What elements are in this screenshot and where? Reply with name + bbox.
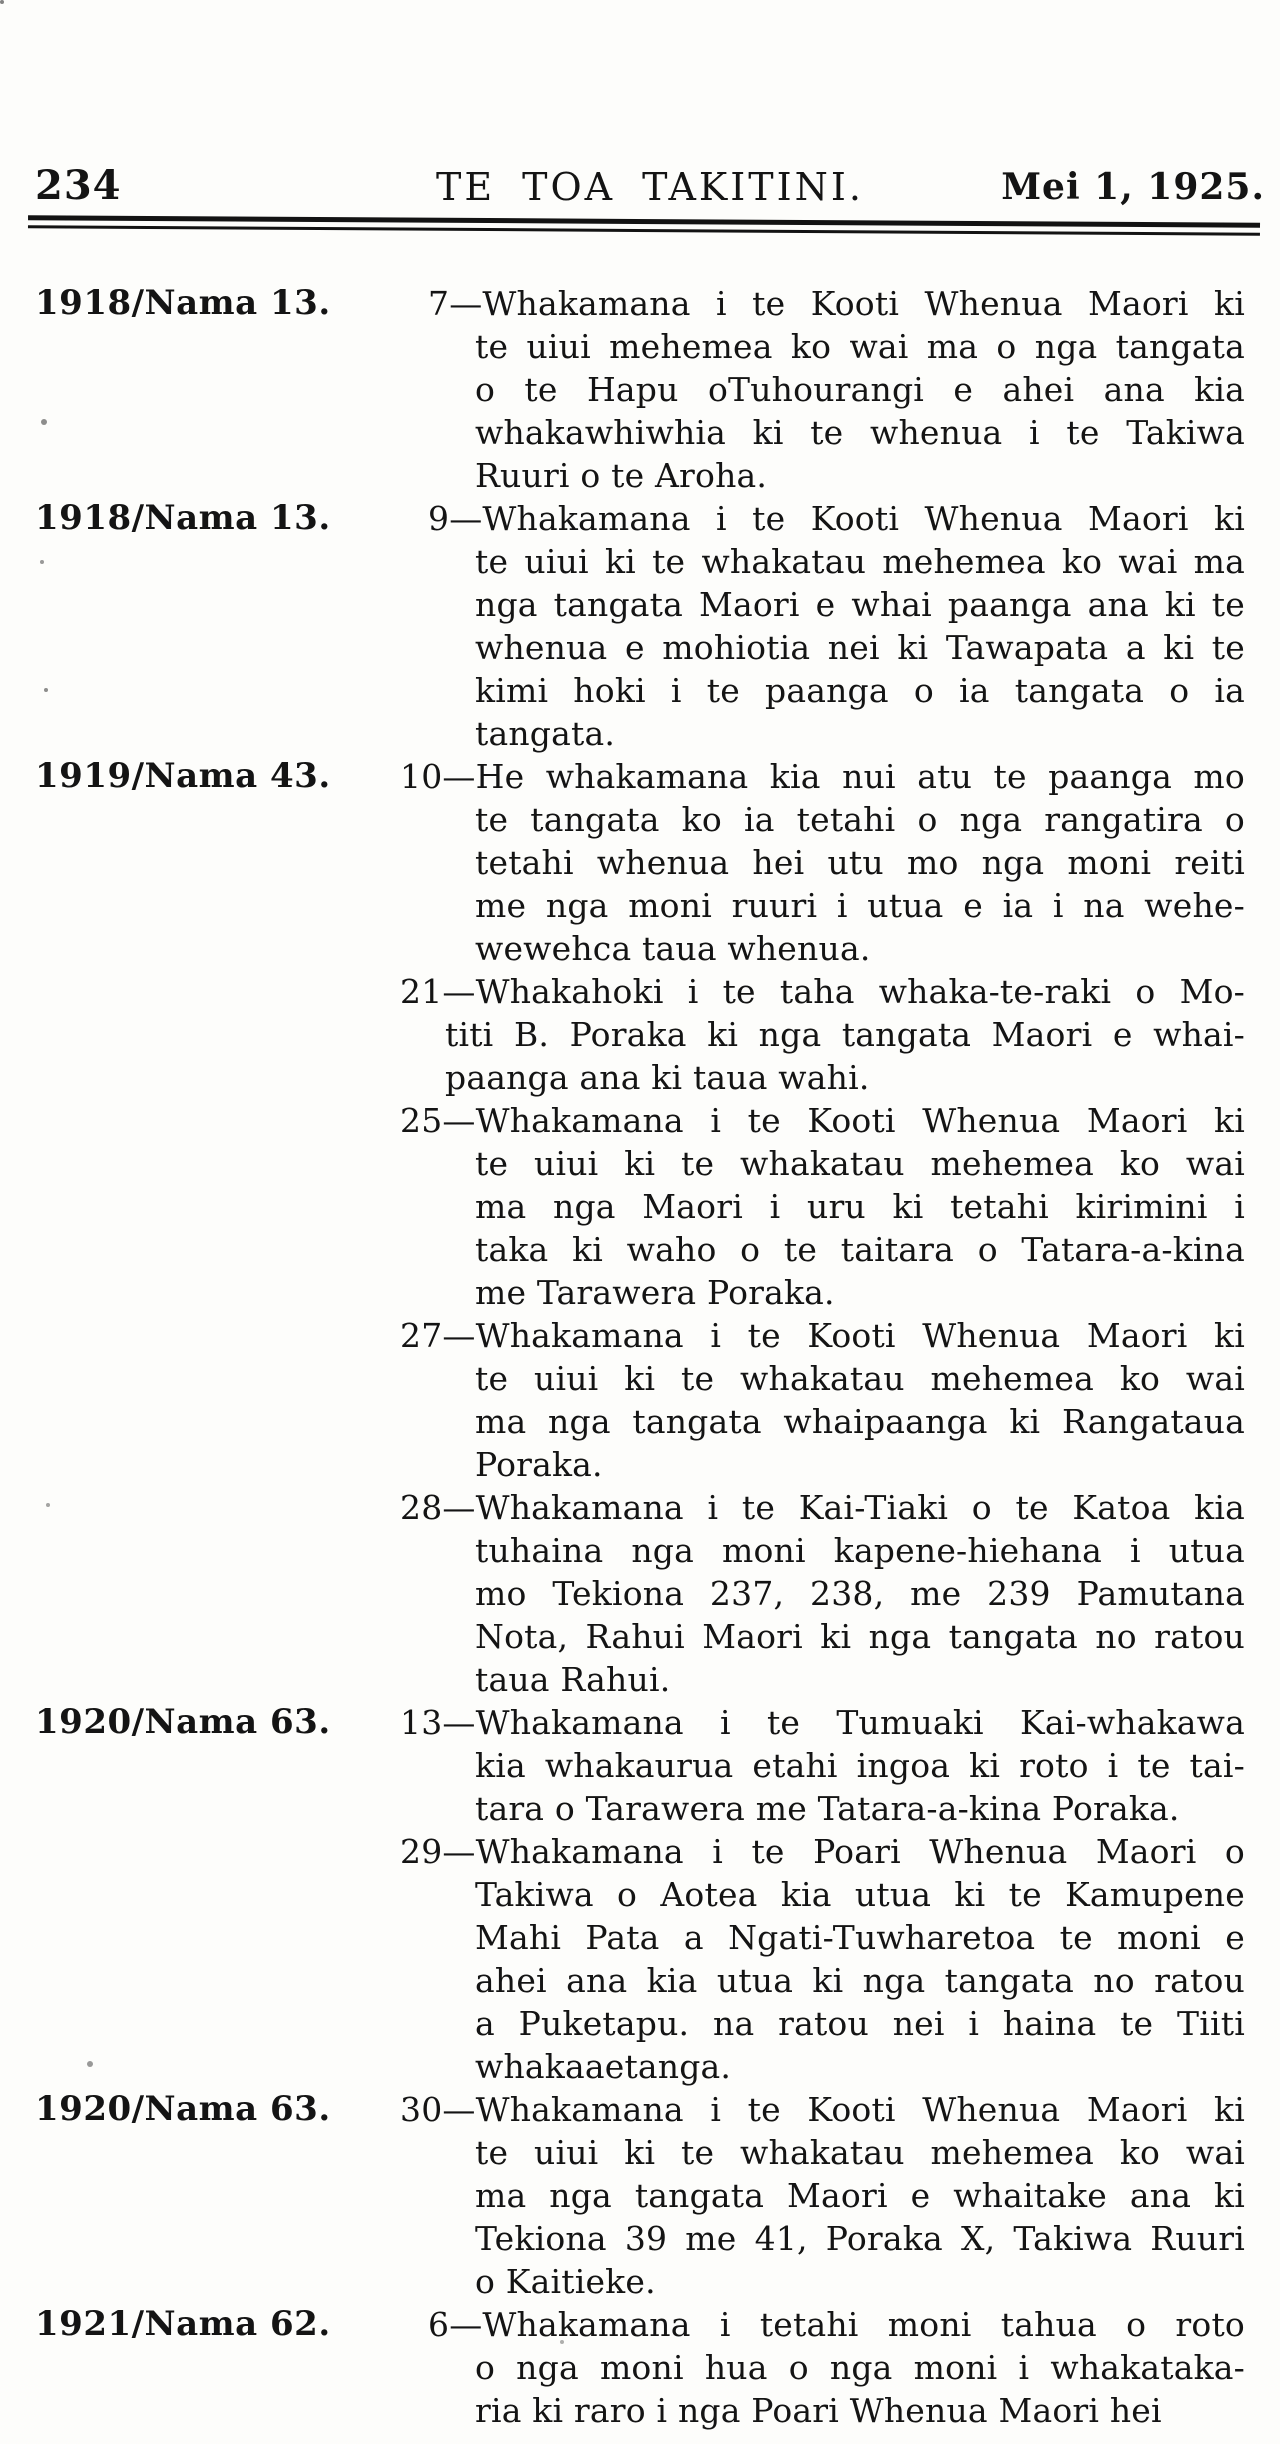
item-line: mo Tekiona 237, 238, me 239 Pamutana bbox=[475, 1574, 1245, 1613]
entry-row bbox=[35, 755, 1245, 1701]
entry-items bbox=[400, 497, 1245, 755]
item-line: 6—Whakamana i tetahi moni tahua o roto bbox=[428, 2305, 1245, 2344]
item-line: tara o Tarawera me Tatara-a-kina Poraka. bbox=[475, 1789, 1180, 1828]
entry-row bbox=[35, 1701, 1245, 2088]
act-item bbox=[400, 970, 1245, 1099]
act-item bbox=[400, 2088, 1245, 2303]
item-line: te uiui ki te whakatau mehemea ko wai ma bbox=[475, 542, 1245, 581]
page-number: 234 bbox=[35, 162, 122, 209]
entry-ref: 1920/Nama 63. bbox=[35, 1702, 331, 1742]
act-index-list bbox=[35, 282, 1245, 2432]
item-line: 7—Whakamana i te Kooti Whenua Maori ki bbox=[428, 284, 1245, 323]
item-line: tuhaina nga moni kapene-hiehana i utua bbox=[475, 1531, 1245, 1570]
item-line: te uiui mehemea ko wai ma o nga tangata bbox=[475, 327, 1245, 366]
item-line: a Puketapu. na ratou nei i haina te Tiiti bbox=[475, 2004, 1245, 2043]
item-line: o Kaitieke. bbox=[475, 2262, 656, 2301]
act-item bbox=[400, 497, 1245, 755]
act-item bbox=[400, 1830, 1245, 2088]
entry-items bbox=[400, 755, 1245, 1701]
entry-items bbox=[400, 1701, 1245, 2088]
entry-items bbox=[400, 2303, 1245, 2432]
act-item bbox=[400, 1701, 1245, 1830]
publication-title: TE TOA TAKITINI. bbox=[436, 165, 864, 209]
entry-ref: 1920/Nama 63. bbox=[35, 2089, 331, 2129]
act-item bbox=[400, 1314, 1245, 1486]
item-line: Nota, Rahui Maori ki nga tangata no ratou bbox=[475, 1617, 1245, 1656]
item-line: paanga ana ki taua wahi. bbox=[445, 1058, 870, 1097]
item-line: 29—Whakamana i te Poari Whenua Maori o bbox=[400, 1832, 1245, 1871]
item-line: titi B. Poraka ki nga tangata Maori e whai- bbox=[445, 1015, 1245, 1054]
item-line: o nga moni hua o nga moni i whakataka- bbox=[475, 2348, 1245, 2387]
item-line: ma nga tangata Maori e whaitake ana ki bbox=[475, 2176, 1245, 2215]
act-item bbox=[400, 2303, 1245, 2432]
entry-items bbox=[400, 282, 1245, 497]
item-line: te uiui ki te whakatau mehemea ko wai bbox=[475, 1144, 1245, 1183]
item-line: Poraka. bbox=[475, 1445, 603, 1484]
item-line: Takiwa o Aotea kia utua ki te Kamupene bbox=[475, 1875, 1245, 1914]
item-line: tetahi whenua hei utu mo nga moni reiti bbox=[475, 843, 1245, 882]
item-line: tangata. bbox=[475, 714, 616, 753]
act-item bbox=[400, 1099, 1245, 1314]
item-line: te tangata ko ia tetahi o nga rangatira o bbox=[475, 800, 1245, 839]
item-line: 9—Whakamana i te Kooti Whenua Maori ki bbox=[428, 499, 1245, 538]
scan-speck-noise bbox=[0, 0, 4, 4]
item-line: Ruuri o te Aroha. bbox=[475, 456, 768, 495]
entry-items bbox=[400, 2088, 1245, 2303]
act-item bbox=[400, 282, 1245, 497]
item-line: Mahi Pata a Ngati-Tuwharetoa te moni e bbox=[475, 1918, 1245, 1957]
item-line: taka ki waho o te taitara o Tatara-a-kina bbox=[475, 1230, 1245, 1269]
header-rule-thin bbox=[28, 225, 1260, 236]
item-line: ahei ana kia utua ki nga tangata no ratou bbox=[475, 1961, 1245, 2000]
entry-ref: 1921/Nama 62. bbox=[35, 2304, 331, 2344]
entry-row bbox=[35, 497, 1245, 755]
item-line: me nga moni ruuri i utua e ia i na wehe- bbox=[475, 886, 1245, 925]
item-line: 21—Whakahoki i te taha whaka-te-raki o Mo- bbox=[400, 972, 1245, 1011]
entry-row bbox=[35, 2303, 1245, 2432]
item-line: 25—Whakamana i te Kooti Whenua Maori ki bbox=[400, 1101, 1245, 1140]
item-line: nga tangata Maori e whai paanga ana ki te bbox=[475, 585, 1245, 624]
item-line: ma nga tangata whaipaanga ki Rangataua bbox=[475, 1402, 1245, 1441]
item-line: ria ki raro i nga Poari Whenua Maori hei bbox=[475, 2391, 1162, 2430]
entry-ref: 1918/Nama 13. bbox=[35, 283, 331, 323]
item-line: te uiui ki te whakatau mehemea ko wai bbox=[475, 2133, 1245, 2172]
act-item bbox=[400, 1486, 1245, 1701]
item-line: wewehca taua whenua. bbox=[475, 929, 871, 968]
item-line: o te Hapu oTuhourangi e ahei ana kia bbox=[475, 370, 1245, 409]
item-line: whenua e mohiotia nei ki Tawapata a ki te bbox=[475, 628, 1245, 667]
issue-date: Mei 1, 1925. bbox=[1001, 166, 1265, 208]
item-line: 10—He whakamana kia nui atu te paanga mo bbox=[400, 757, 1245, 796]
item-line: te uiui ki te whakatau mehemea ko wai bbox=[475, 1359, 1245, 1398]
item-line: whakawhiwhia ki te whenua i te Takiwa bbox=[475, 413, 1245, 452]
act-item bbox=[400, 755, 1245, 970]
entry-row bbox=[35, 2088, 1245, 2303]
item-line: 27—Whakamana i te Kooti Whenua Maori ki bbox=[400, 1316, 1245, 1355]
item-line: taua Rahui. bbox=[475, 1660, 671, 1699]
item-line: 28—Whakamana i te Kai-Tiaki o te Katoa kia bbox=[400, 1488, 1245, 1527]
item-line: Tekiona 39 me 41, Poraka X, Takiwa Ruuri bbox=[475, 2219, 1245, 2258]
item-line: 30—Whakamana i te Kooti Whenua Maori ki bbox=[400, 2090, 1245, 2129]
entry-row bbox=[35, 282, 1245, 497]
item-line: whakaaetanga. bbox=[475, 2047, 732, 2086]
entry-ref: 1918/Nama 13. bbox=[35, 498, 331, 538]
item-line: me Tarawera Poraka. bbox=[475, 1273, 835, 1312]
entry-ref: 1919/Nama 43. bbox=[35, 756, 331, 796]
item-line: 13—Whakamana i te Tumuaki Kai-whakawa bbox=[400, 1703, 1245, 1742]
item-line: kimi hoki i te paanga o ia tangata o ia bbox=[475, 671, 1245, 710]
item-line: ma nga Maori i uru ki tetahi kirimini i bbox=[475, 1187, 1245, 1226]
masthead bbox=[35, 160, 1265, 220]
item-line: kia whakaurua etahi ingoa ki roto i te tai- bbox=[475, 1746, 1245, 1785]
